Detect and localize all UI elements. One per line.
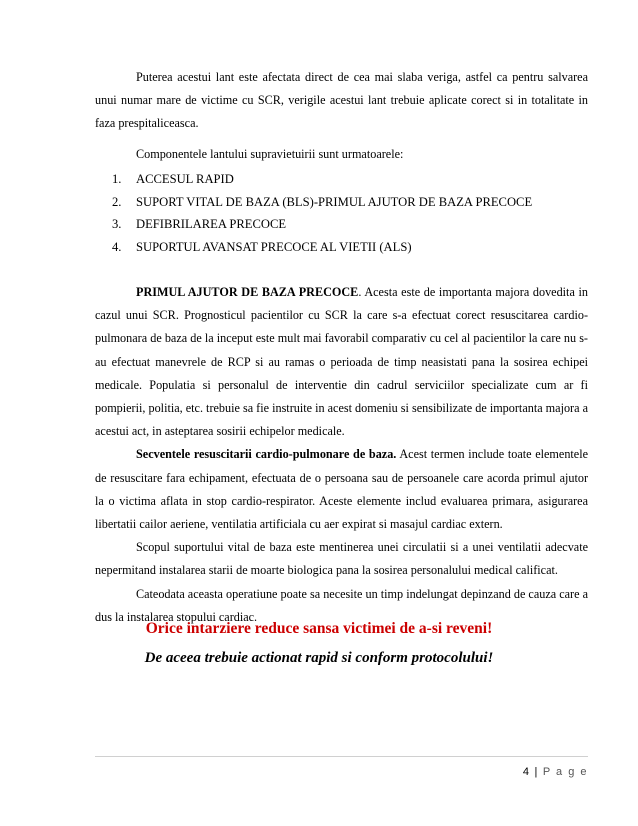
intro-section — [95, 66, 588, 166]
components-list — [112, 168, 592, 259]
components-heading: Componentele lantului supravietuirii sunt urmatoarele: — [136, 146, 404, 161]
warning-italic-text: De aceea trebuie actionat rapid si conform protocolului! — [144, 650, 494, 666]
paragraph-primul-ajutor: PRIMUL AJUTOR DE BAZA PRECOCE. Acesta este de importanta majora dovedita in cazul unui SCR. Prognosticul pacientilor cu SCR la care s-a efectuat corect resuscitarea cardio-pulmonara de baza de la inceput este mult mai favorabil comparativ cu cel al pacientilor la care nu s-au efectuat manevrele de RCP si au ramas o perioada de timp neasistati pana la sosirea echipei medicale. Populatia si personalul de interventie din cadrul serviciilor specializate cum ar fi pompierii, politia, etc. trebuie sa fie instruite in acest domeniu si sensibilizate de importanta majora a acestui act, in asteptarea sosirii echipelor medicale. — [95, 285, 588, 439]
list-item: 1. ACCESUL RAPID — [112, 172, 234, 186]
paragraph-scopul: Scopul suportului vital de baza este mentinerea unei circulatii si a unei ventilatii adecvate nepermitand instalarea starii de moarte biologica pana la sosirea personalului medical calificat. — [95, 540, 588, 578]
footer-divider — [95, 756, 588, 757]
body-section — [95, 281, 588, 629]
bold-lead: Secventele resuscitarii cardio-pulmonare de baza. — [136, 447, 397, 462]
page-label: P a g e — [542, 766, 588, 778]
list-item: 3. DEFIBRILAREA PRECOCE — [112, 217, 287, 232]
intro-paragraph: Puterea acestui lant este afectata direct de cea mai slaba veriga, astfel ca pentru salvarea unui numar mare de victime cu SCR, verigile acestui lant trebuie aplicate corect si in totalitate in faza prespitaliceasca. — [95, 70, 588, 131]
bold-lead: PRIMUL AJUTOR DE BAZA PRECOCE — [136, 285, 359, 299]
paragraph-secventele: Secventele resuscitarii cardio-pulmonare de baza. Acest termen include toate elementele de resuscitare fara echipament, efectuata de o persoana sau de persoanele care acorda primul ajutor la o victima aflata in stop cardio-respirator. Aceste elemente includ evaluarea primara, asigurarea libertatii cailor aeriene, ventilatia artificiala cu aer expirat si masajul cardiac extern. — [95, 447, 589, 532]
warning-red-text: Orice intarziere reduce sansa victimei de a-si reveni! — [145, 620, 493, 637]
footer-separator: | — [534, 766, 539, 778]
page-footer — [0, 766, 588, 778]
list-item: 2. SUPORT VITAL DE BAZA (BLS)-PRIMUL AJUTOR DE BAZA PRECOCE — [112, 194, 533, 209]
page-number: 4 — [522, 766, 531, 778]
paragraph-cateodata: Cateodata aceasta operatiune poate sa necesite un timp indelungat depinzand de cauza care a dus la instalarea stopului cardiac. — [95, 586, 588, 624]
list-item: 4. SUPORTUL AVANSAT PRECOCE AL VIETII (ALS) — [112, 240, 412, 255]
